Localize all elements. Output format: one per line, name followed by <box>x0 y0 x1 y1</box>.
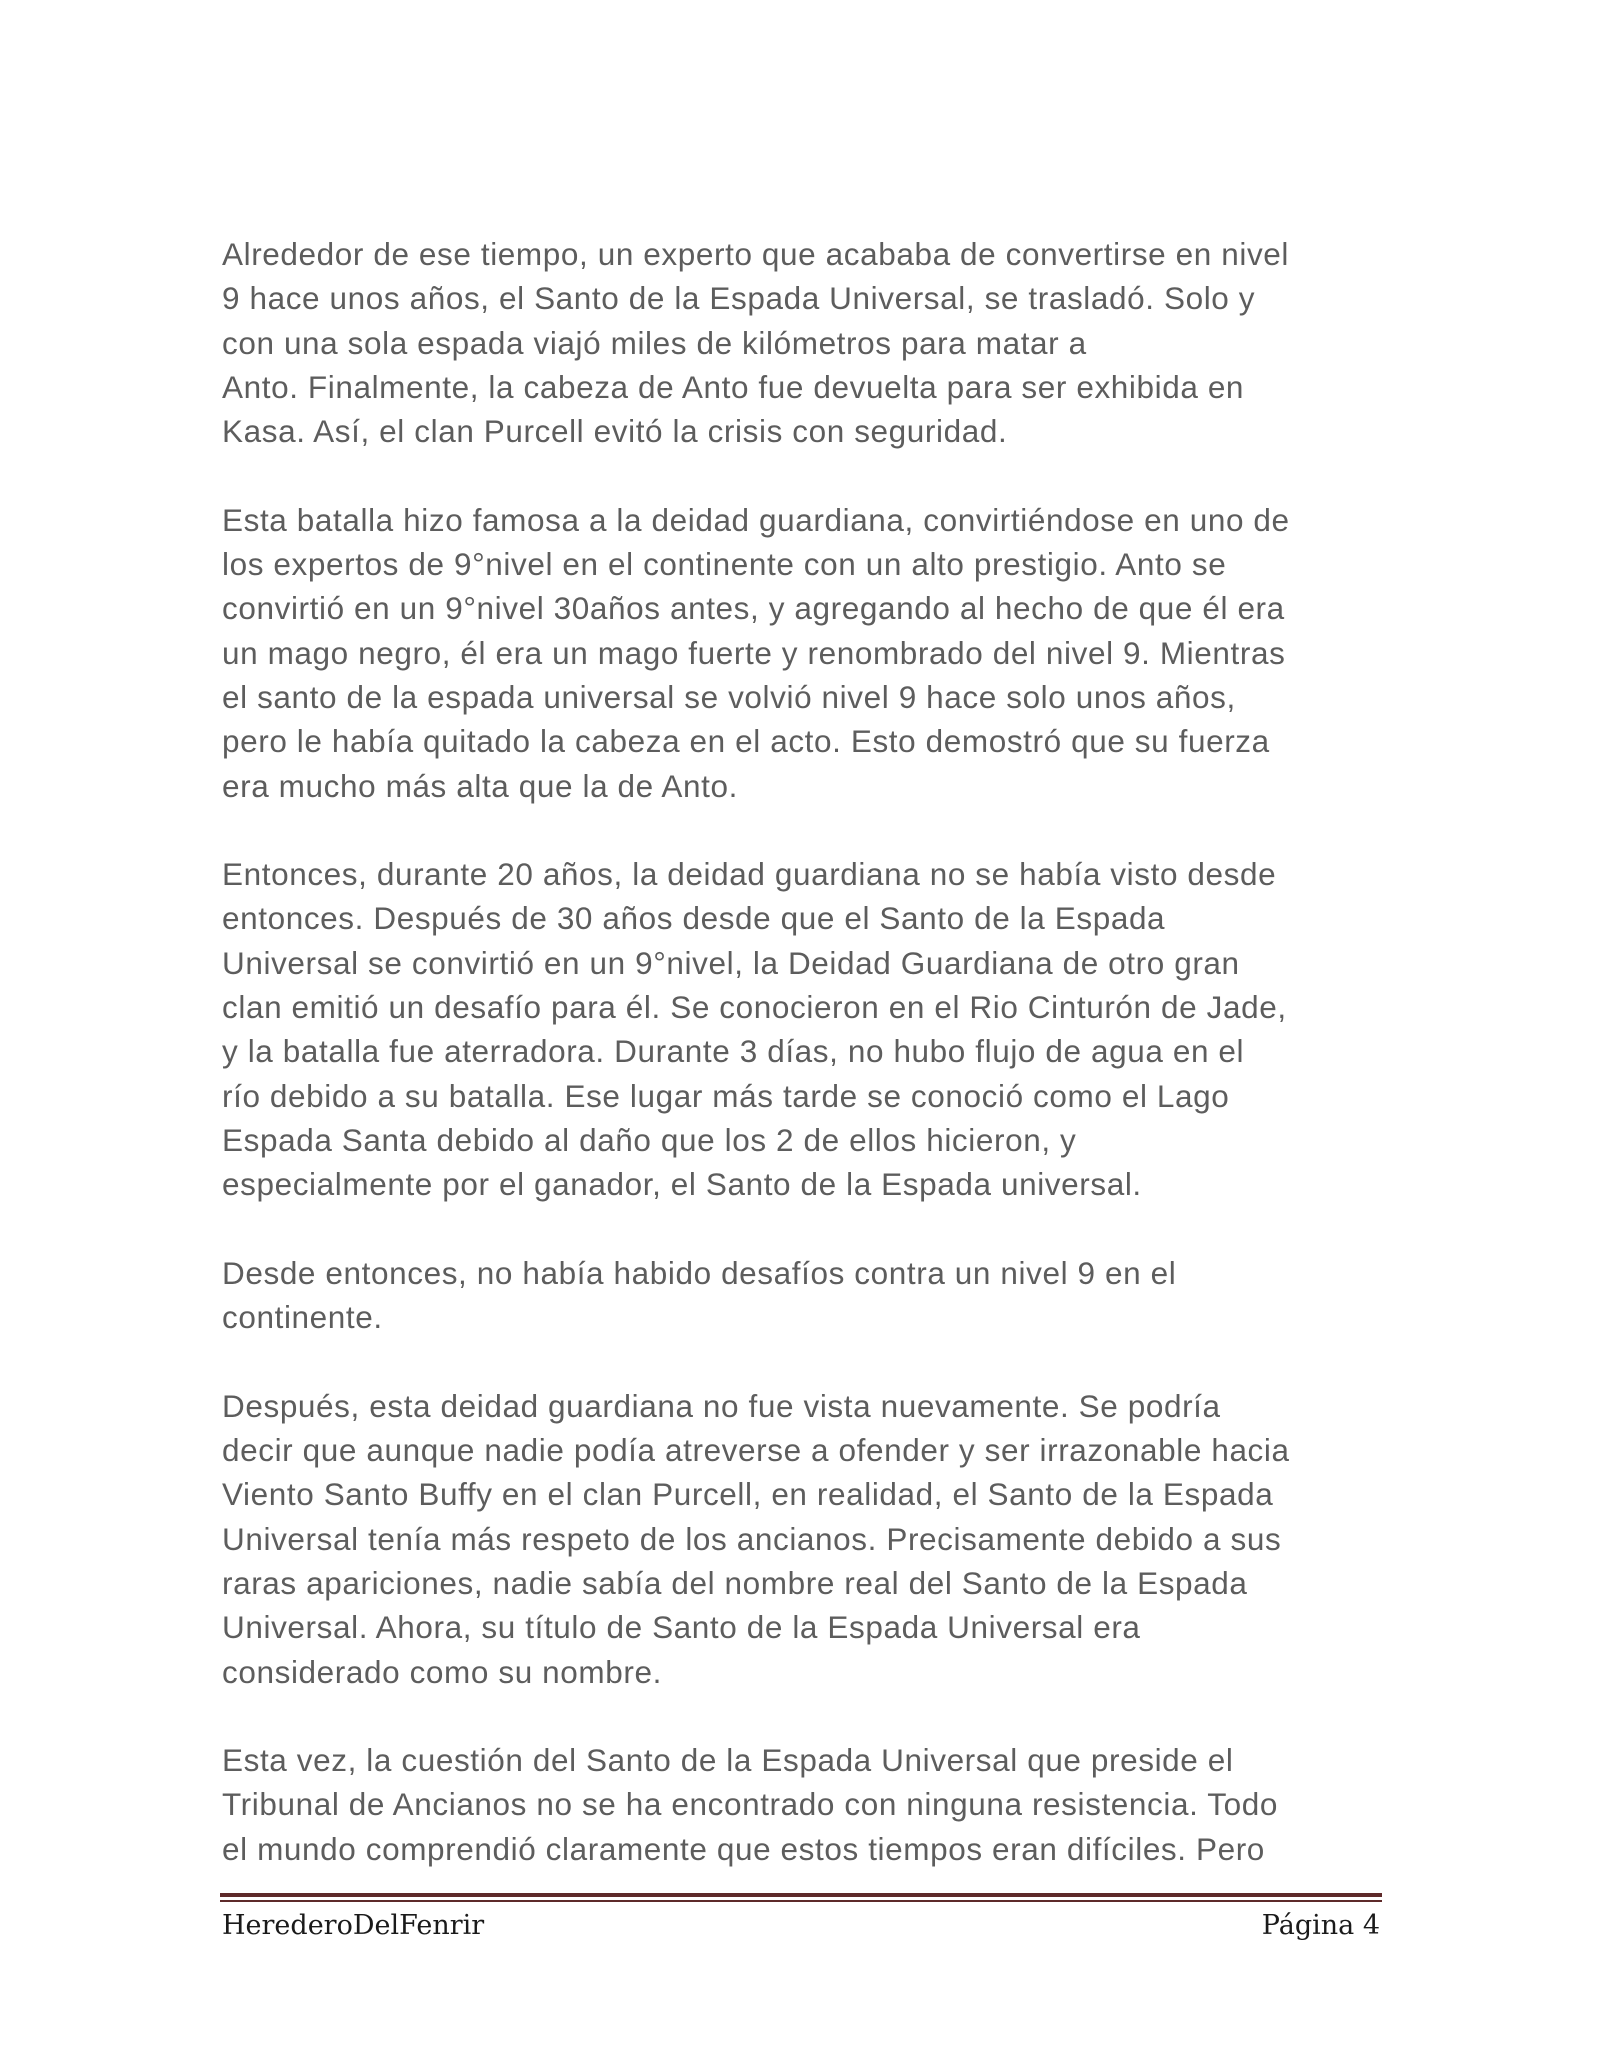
paragraph <box>222 1738 1384 1871</box>
text-line: 9 hace unos años, el Santo de la Espada Universal, se trasladó. Solo y <box>222 280 1256 317</box>
text-line: un mago negro, él era un mago fuerte y renombrado del nivel 9. Mientras <box>222 634 1286 671</box>
text-line: Universal se convirtió en un 9°nivel, la Deidad Guardiana de otro gran <box>222 944 1240 981</box>
text-line: Viento Santo Buffy en el clan Purcell, en realidad, el Santo de la Espada <box>222 1476 1274 1513</box>
paragraph <box>222 1384 1384 1694</box>
text-line: Espada Santa debido al daño que los 2 de ellos hicieron, y <box>222 1121 1077 1158</box>
document-body <box>222 232 1384 1915</box>
footer-divider-thick <box>220 1893 1382 1897</box>
text-line: Kasa. Así, el clan Purcell evitó la crisis con seguridad. <box>222 413 1008 450</box>
footer-page-number: Página 4 <box>1261 1910 1380 1941</box>
text-line: especialmente por el ganador, el Santo de la Espada universal. <box>222 1166 1142 1203</box>
text-line: convirtió en un 9°nivel 30años antes, y agregando al hecho de que él era <box>222 590 1285 627</box>
text-line: Después, esta deidad guardiana no fue vista nuevamente. Se podría <box>222 1387 1221 1424</box>
text-line: Entonces, durante 20 años, la deidad guardiana no se había visto desde <box>222 856 1277 893</box>
footer-divider <box>220 1893 1382 1902</box>
text-line: continente. <box>222 1299 383 1336</box>
text-line: Esta batalla hizo famosa a la deidad guardiana, convirtiéndose en uno de <box>222 501 1290 538</box>
text-line: decir que aunque nadie podía atreverse a ofender y ser irrazonable hacia <box>222 1432 1290 1469</box>
text-line: río debido a su batalla. Ese lugar más tarde se conoció como el Lago <box>222 1077 1230 1114</box>
text-line: Tribunal de Ancianos no se ha encontrado con ninguna resistencia. Todo <box>222 1786 1278 1823</box>
text-line: Universal tenía más respeto de los ancianos. Precisamente debido a sus <box>222 1520 1282 1557</box>
text-line: Universal. Ahora, su título de Santo de la Espada Universal era <box>222 1609 1141 1646</box>
text-line: Anto. Finalmente, la cabeza de Anto fue devuelta para ser exhibida en <box>222 368 1245 405</box>
text-line: los expertos de 9°nivel en el continente con un alto prestigio. Anto se <box>222 546 1227 583</box>
footer-author: HerederoDelFenrir <box>222 1910 485 1941</box>
paragraph <box>222 852 1384 1206</box>
paragraph <box>222 232 1384 453</box>
footer-divider-thin <box>220 1900 1382 1902</box>
text-line: raras apariciones, nadie sabía del nombre real del Santo de la Espada <box>222 1564 1248 1601</box>
text-line: clan emitió un desafío para él. Se conocieron en el Rio Cinturón de Jade, <box>222 989 1287 1026</box>
paragraph <box>222 1251 1384 1340</box>
text-line: pero le había quitado la cabeza en el acto. Esto demostró que su fuerza <box>222 723 1270 760</box>
text-line: entonces. Después de 30 años desde que el Santo de la Espada <box>222 900 1166 937</box>
text-line: y la batalla fue aterradora. Durante 3 días, no hubo flujo de agua en el <box>222 1033 1245 1070</box>
text-line: el mundo comprendió claramente que estos tiempos eran difíciles. Pero <box>222 1830 1265 1867</box>
text-line: Desde entonces, no había habido desafíos contra un nivel 9 en el <box>222 1254 1177 1291</box>
text-line: el santo de la espada universal se volvió nivel 9 hace solo unos años, <box>222 678 1236 715</box>
text-line: era mucho más alta que la de Anto. <box>222 767 738 804</box>
paragraph <box>222 498 1384 808</box>
text-line: Alrededor de ese tiempo, un experto que acababa de convertirse en nivel <box>222 236 1290 272</box>
text-line: con una sola espada viajó miles de kilómetros para matar a <box>222 324 1087 361</box>
text-line: Esta vez, la cuestión del Santo de la Espada Universal que preside el <box>222 1742 1234 1779</box>
text-line: considerado como su nombre. <box>222 1653 662 1690</box>
